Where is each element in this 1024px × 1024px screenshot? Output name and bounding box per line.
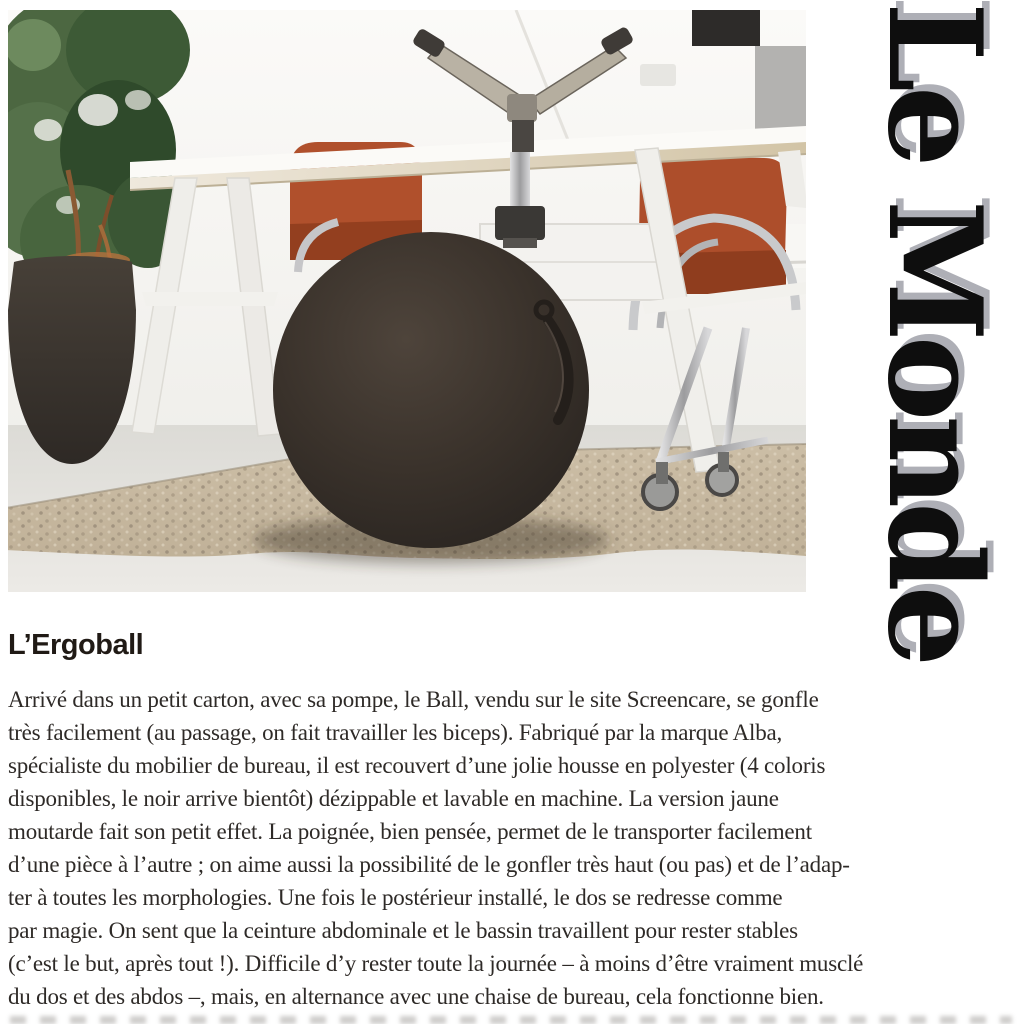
masthead: [844, 2, 1024, 662]
article-photo: [8, 10, 806, 592]
office-scene-illustration: [8, 10, 806, 592]
paragraph-line: Arrivé dans un petit carton, avec sa pompe, le Ball, vendu sur le site Screencare, se gonfle: [8, 687, 819, 712]
ergoball: [273, 232, 589, 548]
paragraph-line: par magie. On sent que la ceinture abdominale et le bassin travaillent pour rester stables: [8, 918, 798, 943]
paragraph-line: disponibles, le noir arrive bientôt) dézippable et lavable en machine. La version jaune: [8, 786, 779, 811]
article-paragraph: [8, 683, 1022, 1013]
paragraph-line: ter à toutes les morphologies. Une fois le postérieur installé, le dos se redresse comme: [8, 885, 783, 910]
paragraph-line: moutarde fait son petit effet. La poignée, bien pensée, permet de le transporter facilement: [8, 819, 812, 844]
paragraph-line: très facilement (au passage, on fait travailler les biceps). Fabriqué par la marque Alba,: [8, 720, 783, 745]
article-heading: L’Ergoball: [8, 629, 144, 662]
paragraph-line: du dos et des abdos –, mais, en alternance avec une chaise de bureau, cela fonctionne bien.: [8, 984, 824, 1009]
paragraph-line: (c’est le but, après tout !). Difficile d’y rester toute la journée – à moins d’être vraiment musclé: [8, 951, 864, 976]
lemonde-logo: Le Monde: [859, 2, 1009, 662]
paragraph-line: d’une pièce à l’autre ; on aime aussi la possibilité de le gonfler très haut (ou pas) et de l’adap-: [8, 852, 850, 877]
paragraph-line: spécialiste du mobilier de bureau, il est recouvert d’une jolie housse en polyester (4 coloris: [8, 753, 826, 778]
cropped-text-line: [10, 1016, 1012, 1024]
